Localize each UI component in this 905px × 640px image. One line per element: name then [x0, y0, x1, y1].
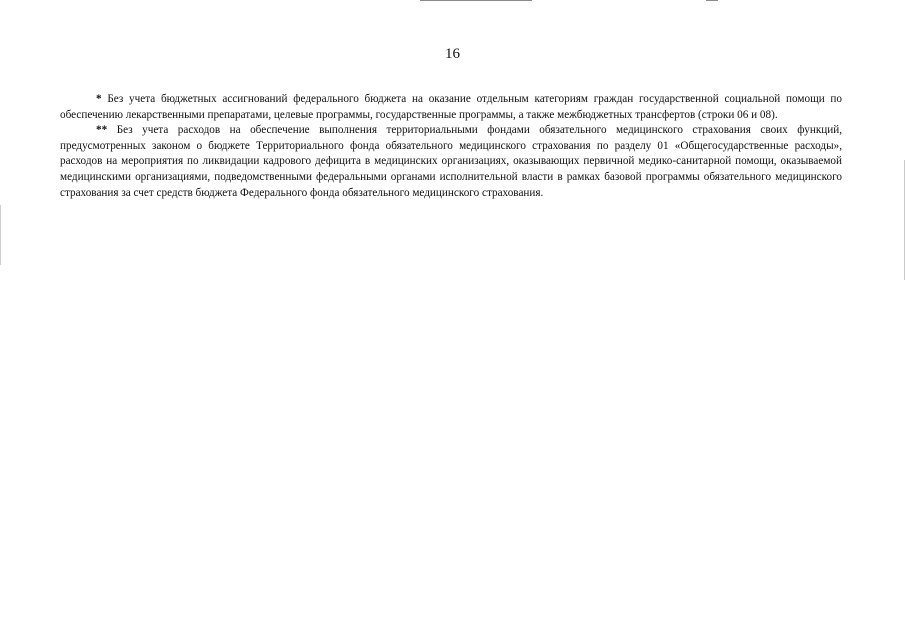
page-number: 16 [445, 46, 460, 62]
scan-artifact-left-edge [0, 205, 1, 265]
scan-artifact-top-line [420, 0, 532, 1]
footnote-2-marker: ** [96, 124, 108, 137]
footnote-2 [60, 123, 842, 201]
footnote-1-marker: * [96, 93, 102, 105]
footnotes-section [60, 92, 842, 201]
footnote-2-text: Без учета расходов на обеспечение выполнения территориальными фондами обязательного медицинского страхования своих функций, предусмотренных законом о бюджете Территориального фонда обязательного медицинского страхования по разделу 01 «Общегосударственные расходы», расходов на мероприятия по ликвидации кадрового дефицита в медицинских организациях, оказывающих первичной медико-санитарной помощи, оказываемой медицинскими организациями, подведомственными федеральными органами исполнительной власти в рамках базовой программы обязательного медицинского страхования за счет средств бюджета Федерального фонда обязательного медицинского страхования. [60, 124, 843, 199]
scan-artifact-top-mark [706, 0, 718, 1]
footnote-1-text: Без учета бюджетных ассигнований федерального бюджета на оказание отдельным категориям граждан государственной социальной помощи по обеспечению лекарственными препаратами, целевые программы, государственные программы, а также межбюджетных трансфертов (строки 06 и 08). [60, 93, 842, 121]
footnote-1 [60, 92, 842, 123]
